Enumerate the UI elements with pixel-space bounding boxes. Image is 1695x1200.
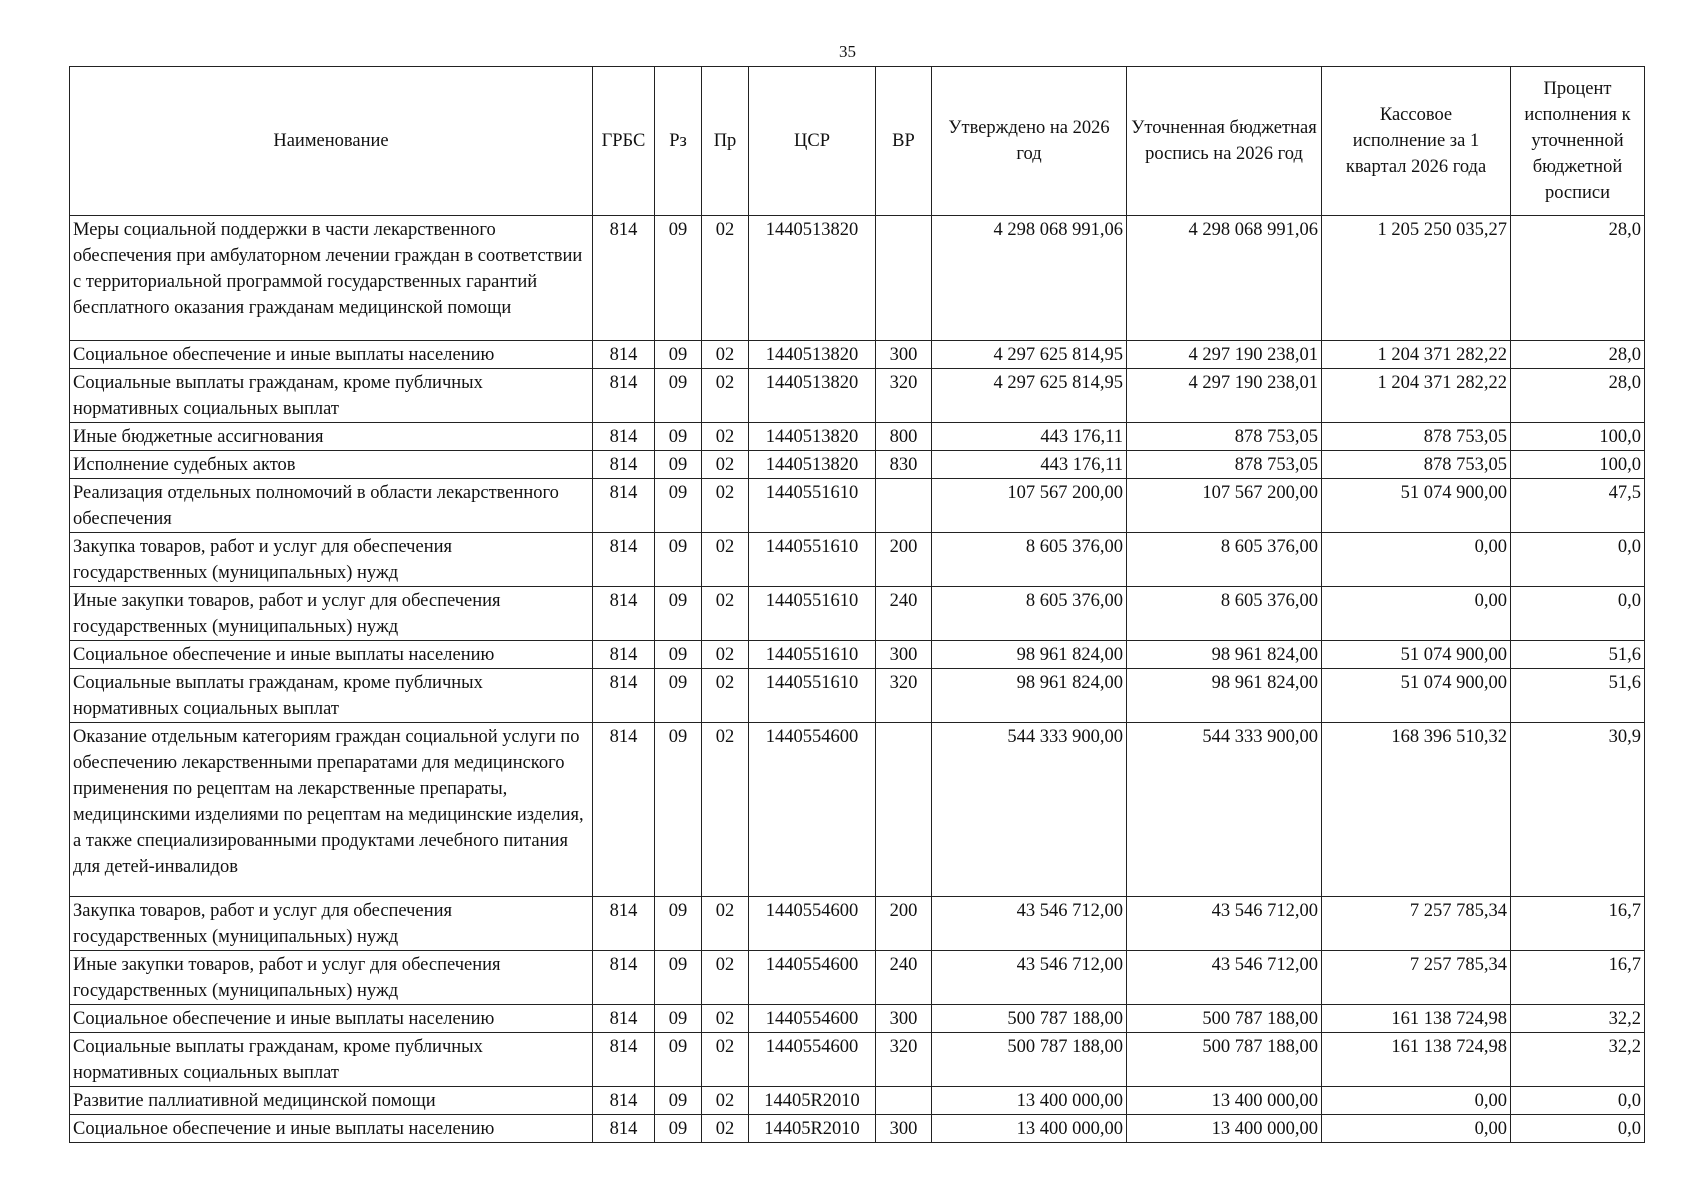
- cell-grbs: 814: [593, 369, 655, 423]
- table-row: [70, 1033, 1645, 1087]
- cell-vr: 240: [876, 587, 932, 641]
- cell-vr: 240: [876, 951, 932, 1005]
- cell-percent: 28,0: [1511, 369, 1645, 423]
- cell-rz: 09: [655, 723, 702, 897]
- header-approved: Утверждено на 2026 год: [932, 67, 1127, 216]
- cell-grbs: 814: [593, 451, 655, 479]
- table-row: [70, 369, 1645, 423]
- cell-refined: 107 567 200,00: [1127, 479, 1322, 533]
- table-row: [70, 587, 1645, 641]
- cell-grbs: 814: [593, 669, 655, 723]
- cell-pr: 02: [702, 423, 749, 451]
- cell-rz: 09: [655, 641, 702, 669]
- cell-rz: 09: [655, 1005, 702, 1033]
- cell-approved: 8 605 376,00: [932, 533, 1127, 587]
- cell-grbs: 814: [593, 1087, 655, 1115]
- cell-name: Закупка товаров, работ и услуг для обеспечения государственных (муниципальных) нужд: [70, 533, 593, 587]
- table-row: [70, 533, 1645, 587]
- header-vr: ВР: [876, 67, 932, 216]
- cell-percent: 47,5: [1511, 479, 1645, 533]
- cell-approved: 98 961 824,00: [932, 669, 1127, 723]
- cell-approved: 4 298 068 991,06: [932, 216, 1127, 341]
- cell-csr: 1440513820: [749, 341, 876, 369]
- header-grbs: ГРБС: [593, 67, 655, 216]
- cell-percent: 100,0: [1511, 423, 1645, 451]
- cell-csr: 1440554600: [749, 1033, 876, 1087]
- cell-cash: 0,00: [1322, 587, 1511, 641]
- cell-grbs: 814: [593, 723, 655, 897]
- budget-execution-table: [69, 66, 1645, 1143]
- cell-approved: 107 567 200,00: [932, 479, 1127, 533]
- cell-percent: 51,6: [1511, 641, 1645, 669]
- cell-cash: 878 753,05: [1322, 451, 1511, 479]
- cell-name: Социальное обеспечение и иные выплаты населению: [70, 1115, 593, 1143]
- cell-approved: 4 297 625 814,95: [932, 369, 1127, 423]
- cell-refined: 98 961 824,00: [1127, 669, 1322, 723]
- cell-refined: 43 546 712,00: [1127, 897, 1322, 951]
- cell-csr: 1440513820: [749, 423, 876, 451]
- cell-name: Развитие паллиативной медицинской помощи: [70, 1087, 593, 1115]
- cell-grbs: 814: [593, 479, 655, 533]
- cell-rz: 09: [655, 479, 702, 533]
- cell-name: Исполнение судебных актов: [70, 451, 593, 479]
- cell-name: Социальные выплаты гражданам, кроме публичных нормативных социальных выплат: [70, 669, 593, 723]
- page-number: 35: [839, 42, 856, 61]
- cell-pr: 02: [702, 533, 749, 587]
- cell-csr: 1440554600: [749, 1005, 876, 1033]
- cell-pr: 02: [702, 897, 749, 951]
- cell-csr: 1440554600: [749, 723, 876, 897]
- header-refined: Уточненная бюджетная роспись на 2026 год: [1127, 67, 1322, 216]
- cell-percent: 16,7: [1511, 951, 1645, 1005]
- cell-grbs: 814: [593, 341, 655, 369]
- cell-approved: 500 787 188,00: [932, 1005, 1127, 1033]
- cell-name: Иные бюджетные ассигнования: [70, 423, 593, 451]
- cell-approved: 98 961 824,00: [932, 641, 1127, 669]
- cell-grbs: 814: [593, 423, 655, 451]
- cell-grbs: 814: [593, 897, 655, 951]
- cell-csr: 1440551610: [749, 479, 876, 533]
- cell-rz: 09: [655, 897, 702, 951]
- cell-pr: 02: [702, 587, 749, 641]
- cell-vr: 300: [876, 341, 932, 369]
- cell-name: Социальные выплаты гражданам, кроме публичных нормативных социальных выплат: [70, 369, 593, 423]
- cell-percent: 0,0: [1511, 1087, 1645, 1115]
- cell-csr: 1440551610: [749, 533, 876, 587]
- cell-pr: 02: [702, 479, 749, 533]
- cell-percent: 0,0: [1511, 1115, 1645, 1143]
- cell-vr: 300: [876, 1115, 932, 1143]
- cell-name: Иные закупки товаров, работ и услуг для обеспечения государственных (муниципальных) нужд: [70, 587, 593, 641]
- table-row: [70, 341, 1645, 369]
- cell-pr: 02: [702, 216, 749, 341]
- cell-refined: 4 297 190 238,01: [1127, 369, 1322, 423]
- cell-csr: 1440551610: [749, 587, 876, 641]
- cell-cash: 0,00: [1322, 1087, 1511, 1115]
- cell-name: Оказание отдельным категориям граждан социальной услуги по обеспечению лекарственными препаратами для медицинского применения по рецептам на лекарственные препараты, медицинскими изделиями по рецептам на медицинские изделия, а также специализированными продуктами лечебного питания для детей-инвалидов: [70, 723, 593, 897]
- cell-cash: 51 074 900,00: [1322, 669, 1511, 723]
- cell-csr: 1440551610: [749, 641, 876, 669]
- cell-rz: 09: [655, 423, 702, 451]
- cell-vr: 320: [876, 669, 932, 723]
- cell-name: Меры социальной поддержки в части лекарственного обеспечения при амбулаторном лечении граждан в соответствии с территориальной программой государственных гарантий бесплатного оказания гражданам медицинской помощи: [70, 216, 593, 341]
- cell-cash: 7 257 785,34: [1322, 951, 1511, 1005]
- cell-vr: [876, 723, 932, 897]
- cell-percent: 28,0: [1511, 341, 1645, 369]
- table-row: [70, 897, 1645, 951]
- header-percent: Процент исполнения к уточненной бюджетной росписи: [1511, 67, 1645, 216]
- cell-approved: 13 400 000,00: [932, 1115, 1127, 1143]
- cell-cash: 1 205 250 035,27: [1322, 216, 1511, 341]
- cell-percent: 16,7: [1511, 897, 1645, 951]
- cell-grbs: 814: [593, 1005, 655, 1033]
- cell-name: Закупка товаров, работ и услуг для обеспечения государственных (муниципальных) нужд: [70, 897, 593, 951]
- cell-approved: 443 176,11: [932, 423, 1127, 451]
- cell-refined: 8 605 376,00: [1127, 587, 1322, 641]
- cell-vr: [876, 479, 932, 533]
- cell-refined: 4 298 068 991,06: [1127, 216, 1322, 341]
- cell-rz: 09: [655, 341, 702, 369]
- header-csr: ЦСР: [749, 67, 876, 216]
- cell-vr: 300: [876, 1005, 932, 1033]
- cell-csr: 1440513820: [749, 369, 876, 423]
- table-row: [70, 216, 1645, 341]
- cell-pr: 02: [702, 669, 749, 723]
- cell-csr: 1440513820: [749, 451, 876, 479]
- table-row: [70, 1115, 1645, 1143]
- cell-vr: 320: [876, 1033, 932, 1087]
- table-row: [70, 669, 1645, 723]
- cell-vr: [876, 216, 932, 341]
- cell-cash: 168 396 510,32: [1322, 723, 1511, 897]
- cell-rz: 09: [655, 533, 702, 587]
- cell-pr: 02: [702, 951, 749, 1005]
- cell-cash: 0,00: [1322, 533, 1511, 587]
- cell-pr: 02: [702, 1115, 749, 1143]
- cell-percent: 0,0: [1511, 533, 1645, 587]
- table-row: [70, 951, 1645, 1005]
- cell-vr: 300: [876, 641, 932, 669]
- cell-rz: 09: [655, 587, 702, 641]
- table-row: [70, 423, 1645, 451]
- cell-percent: 28,0: [1511, 216, 1645, 341]
- cell-pr: 02: [702, 641, 749, 669]
- cell-cash: 51 074 900,00: [1322, 641, 1511, 669]
- header-name: Наименование: [70, 67, 593, 216]
- cell-cash: 161 138 724,98: [1322, 1033, 1511, 1087]
- cell-vr: 200: [876, 533, 932, 587]
- header-cash: Кассовое исполнение за 1 квартал 2026 года: [1322, 67, 1511, 216]
- cell-rz: 09: [655, 669, 702, 723]
- cell-rz: 09: [655, 1115, 702, 1143]
- cell-grbs: 814: [593, 641, 655, 669]
- cell-approved: 4 297 625 814,95: [932, 341, 1127, 369]
- cell-rz: 09: [655, 1087, 702, 1115]
- cell-grbs: 814: [593, 951, 655, 1005]
- cell-vr: 320: [876, 369, 932, 423]
- cell-approved: 443 176,11: [932, 451, 1127, 479]
- cell-refined: 878 753,05: [1127, 423, 1322, 451]
- cell-percent: 0,0: [1511, 587, 1645, 641]
- header-pr: Пр: [702, 67, 749, 216]
- table-row: [70, 1087, 1645, 1115]
- cell-csr: 1440554600: [749, 951, 876, 1005]
- cell-vr: 830: [876, 451, 932, 479]
- cell-refined: 98 961 824,00: [1127, 641, 1322, 669]
- cell-refined: 4 297 190 238,01: [1127, 341, 1322, 369]
- cell-cash: 0,00: [1322, 1115, 1511, 1143]
- table-header: [70, 67, 1645, 216]
- cell-grbs: 814: [593, 1115, 655, 1143]
- cell-refined: 8 605 376,00: [1127, 533, 1322, 587]
- table-row: [70, 479, 1645, 533]
- cell-vr: 800: [876, 423, 932, 451]
- cell-grbs: 814: [593, 216, 655, 341]
- cell-rz: 09: [655, 451, 702, 479]
- cell-cash: 161 138 724,98: [1322, 1005, 1511, 1033]
- cell-name: Социальное обеспечение и иные выплаты населению: [70, 1005, 593, 1033]
- cell-name: Социальные выплаты гражданам, кроме публичных нормативных социальных выплат: [70, 1033, 593, 1087]
- cell-cash: 51 074 900,00: [1322, 479, 1511, 533]
- cell-percent: 32,2: [1511, 1033, 1645, 1087]
- cell-rz: 09: [655, 951, 702, 1005]
- cell-cash: 1 204 371 282,22: [1322, 369, 1511, 423]
- cell-percent: 30,9: [1511, 723, 1645, 897]
- cell-csr: 1440551610: [749, 669, 876, 723]
- cell-rz: 09: [655, 369, 702, 423]
- cell-percent: 100,0: [1511, 451, 1645, 479]
- header-rz: Рз: [655, 67, 702, 216]
- cell-cash: 878 753,05: [1322, 423, 1511, 451]
- cell-refined: 43 546 712,00: [1127, 951, 1322, 1005]
- cell-refined: 544 333 900,00: [1127, 723, 1322, 897]
- cell-grbs: 814: [593, 533, 655, 587]
- cell-grbs: 814: [593, 587, 655, 641]
- cell-approved: 43 546 712,00: [932, 951, 1127, 1005]
- table-row: [70, 723, 1645, 897]
- cell-percent: 32,2: [1511, 1005, 1645, 1033]
- cell-name: Иные закупки товаров, работ и услуг для обеспечения государственных (муниципальных) нужд: [70, 951, 593, 1005]
- cell-pr: 02: [702, 369, 749, 423]
- cell-refined: 13 400 000,00: [1127, 1087, 1322, 1115]
- cell-csr: 1440513820: [749, 216, 876, 341]
- cell-refined: 500 787 188,00: [1127, 1033, 1322, 1087]
- cell-csr: 14405R2010: [749, 1087, 876, 1115]
- cell-approved: 13 400 000,00: [932, 1087, 1127, 1115]
- cell-percent: 51,6: [1511, 669, 1645, 723]
- cell-pr: 02: [702, 1087, 749, 1115]
- cell-pr: 02: [702, 1033, 749, 1087]
- cell-csr: 14405R2010: [749, 1115, 876, 1143]
- cell-approved: 500 787 188,00: [932, 1033, 1127, 1087]
- cell-approved: 8 605 376,00: [932, 587, 1127, 641]
- cell-cash: 7 257 785,34: [1322, 897, 1511, 951]
- cell-cash: 1 204 371 282,22: [1322, 341, 1511, 369]
- cell-csr: 1440554600: [749, 897, 876, 951]
- table-body: [70, 216, 1645, 1143]
- cell-name: Социальное обеспечение и иные выплаты населению: [70, 641, 593, 669]
- table-row: [70, 1005, 1645, 1033]
- cell-pr: 02: [702, 341, 749, 369]
- table-row: [70, 641, 1645, 669]
- cell-pr: 02: [702, 723, 749, 897]
- cell-refined: 878 753,05: [1127, 451, 1322, 479]
- table-row: [70, 451, 1645, 479]
- cell-vr: 200: [876, 897, 932, 951]
- cell-name: Реализация отдельных полномочий в области лекарственного обеспечения: [70, 479, 593, 533]
- cell-vr: [876, 1087, 932, 1115]
- cell-approved: 43 546 712,00: [932, 897, 1127, 951]
- cell-pr: 02: [702, 451, 749, 479]
- cell-pr: 02: [702, 1005, 749, 1033]
- cell-refined: 500 787 188,00: [1127, 1005, 1322, 1033]
- cell-approved: 544 333 900,00: [932, 723, 1127, 897]
- cell-name: Социальное обеспечение и иные выплаты населению: [70, 341, 593, 369]
- cell-rz: 09: [655, 1033, 702, 1087]
- cell-rz: 09: [655, 216, 702, 341]
- cell-refined: 13 400 000,00: [1127, 1115, 1322, 1143]
- cell-grbs: 814: [593, 1033, 655, 1087]
